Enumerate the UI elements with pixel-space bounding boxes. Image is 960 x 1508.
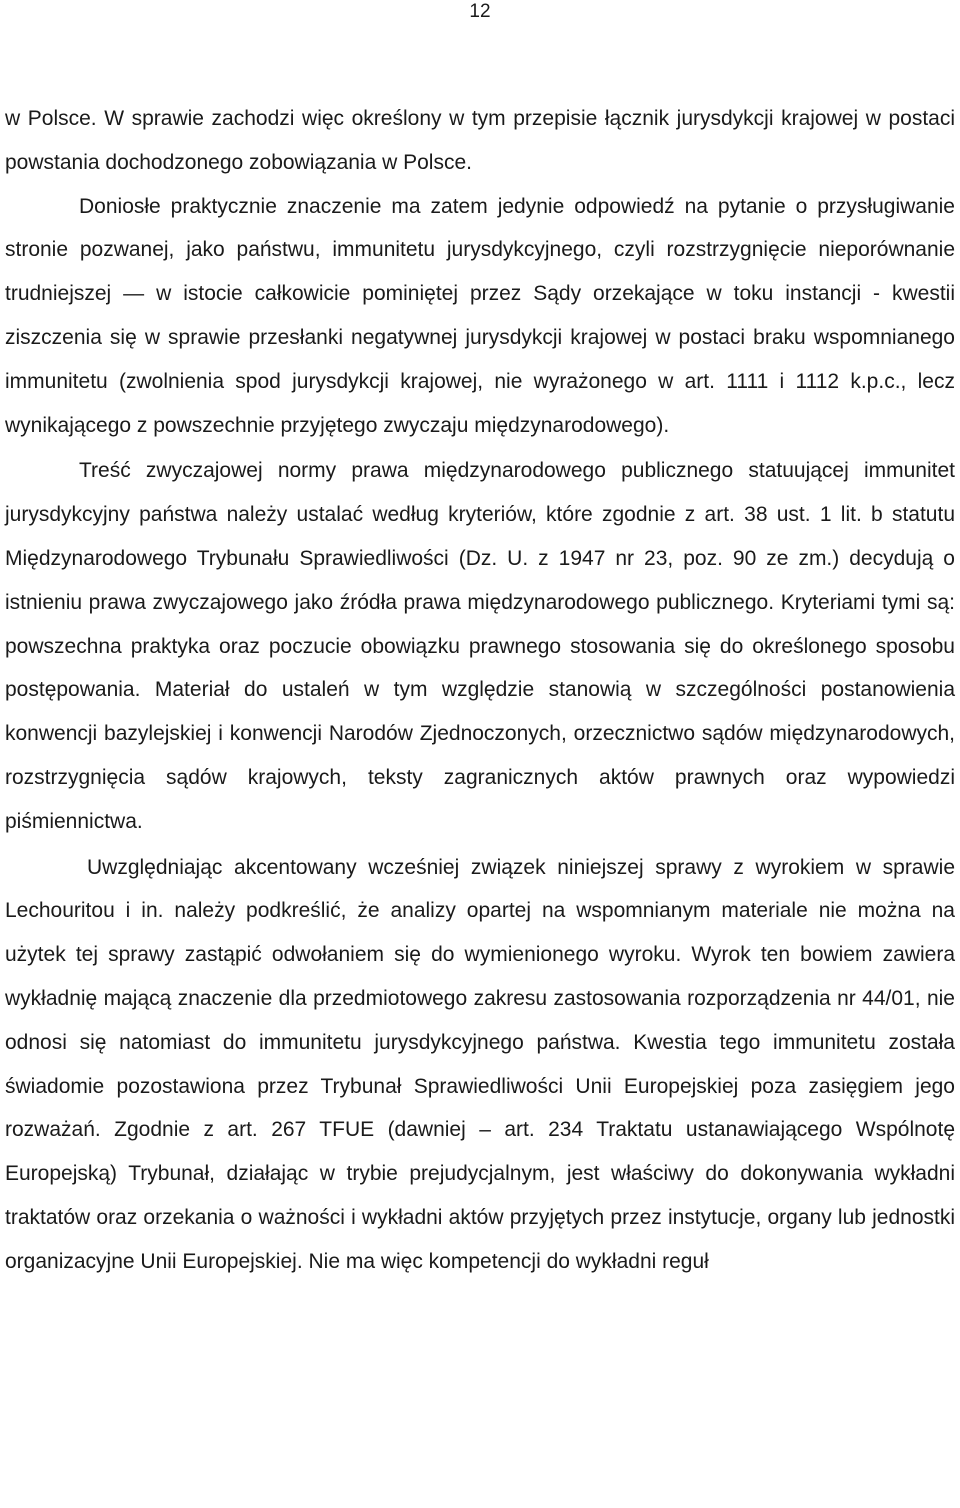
paragraph-continuation: w Polsce. W sprawie zachodzi więc określony w tym przepisie łącznik jurysdykcji krajowej w postaci powstania dochodzonego zobowiązania w Polsce. <box>5 107 955 174</box>
paragraph-immunity-question: Doniosłe praktycznie znaczenie ma zatem jedynie odpowiedź na pytanie o przysługiwanie stronie pozwanej, jako państwu, immunitetu jurysdykcyjnego, czyli rozstrzygnięcie nieporównanie trudniejszej — w istocie całkowicie pominiętej przez Sądy orzekające w toku instancji - kwestii ziszczenia się w sprawie przesłanki negatywnej jurysdykcji krajowej w postaci braku wspomnianego immunitetu (zwolnienia spod jurysdykcji krajowej, nie wyrażonego w art. 1111 i 1112 k.p.c., lecz wynikającego z powszechnie przyjętego zwyczaju międzynarodowego). <box>5 194 955 437</box>
paragraph-customary-norm: Treść zwyczajowej normy prawa międzynarodowego publicznego statuującej immunitet jurysdykcyjny państwa należy ustalać według kryteriów, które zgodnie z art. 38 ust. 1 lit. b statutu Międzynarodowego Trybunału Sprawiedliwości (Dz. U. z 1947 nr 23, poz. 90 ze zm.) decydują o istnieniu prawa zwyczajowego jako źródła prawa międzynarodowego publicznego. Kryteriami tymi są: powszechna praktyka oraz poczucie obowiązku prawnego stosowania się do określonego sposobu postępowania. Materiał do ustaleń w tym względzie stanowią w szczególności postanowienia konwencji bazylejskiej i konwencji Narodów Zjednoczonych, orzecznictwo sądów międzynarodowych, rozstrzygnięcia sądów krajowych, teksty zagranicznych aktów prawnych oraz wypowiedzi piśmiennictwa. <box>5 459 955 833</box>
page-number: 12 <box>469 1 491 22</box>
document-body <box>5 97 955 1284</box>
paragraph-lechouritou: Uwzględniając akcentowany wcześniej związek niniejszej sprawy z wyrokiem w sprawie Lechouritou i in. należy podkreślić, że analizy opartej na wspomnianym materiale nie można na użytek tej sprawy zastąpić odwołaniem się do wymienionego wyroku. Wyrok ten bowiem zawiera wykładnię mającą znaczenie dla przedmiotowego zakresu zastosowania rozporządzenia nr 44/01, nie odnosi się natomiast do immunitetu jurysdykcyjnego państwa. Kwestia tego immunitetu została świadomie pozostawiona przez Trybunał Sprawiedliwości Unii Europejskiej poza zasięgiem jego rozważań. Zgodnie z art. 267 TFUE (dawniej – art. 234 Traktatu ustanawiającego Wspólnotę Europejską) Trybunał, działając w trybie prejudycjalnym, jest właściwy do dokonywania wykładni traktatów oraz orzekania o ważności i wykładni aktów przyjętych przez instytucje, organy lub jednostki organizacyjne Unii Europejskiej. Nie ma więc kompetencji do wykładni reguł <box>5 855 955 1273</box>
